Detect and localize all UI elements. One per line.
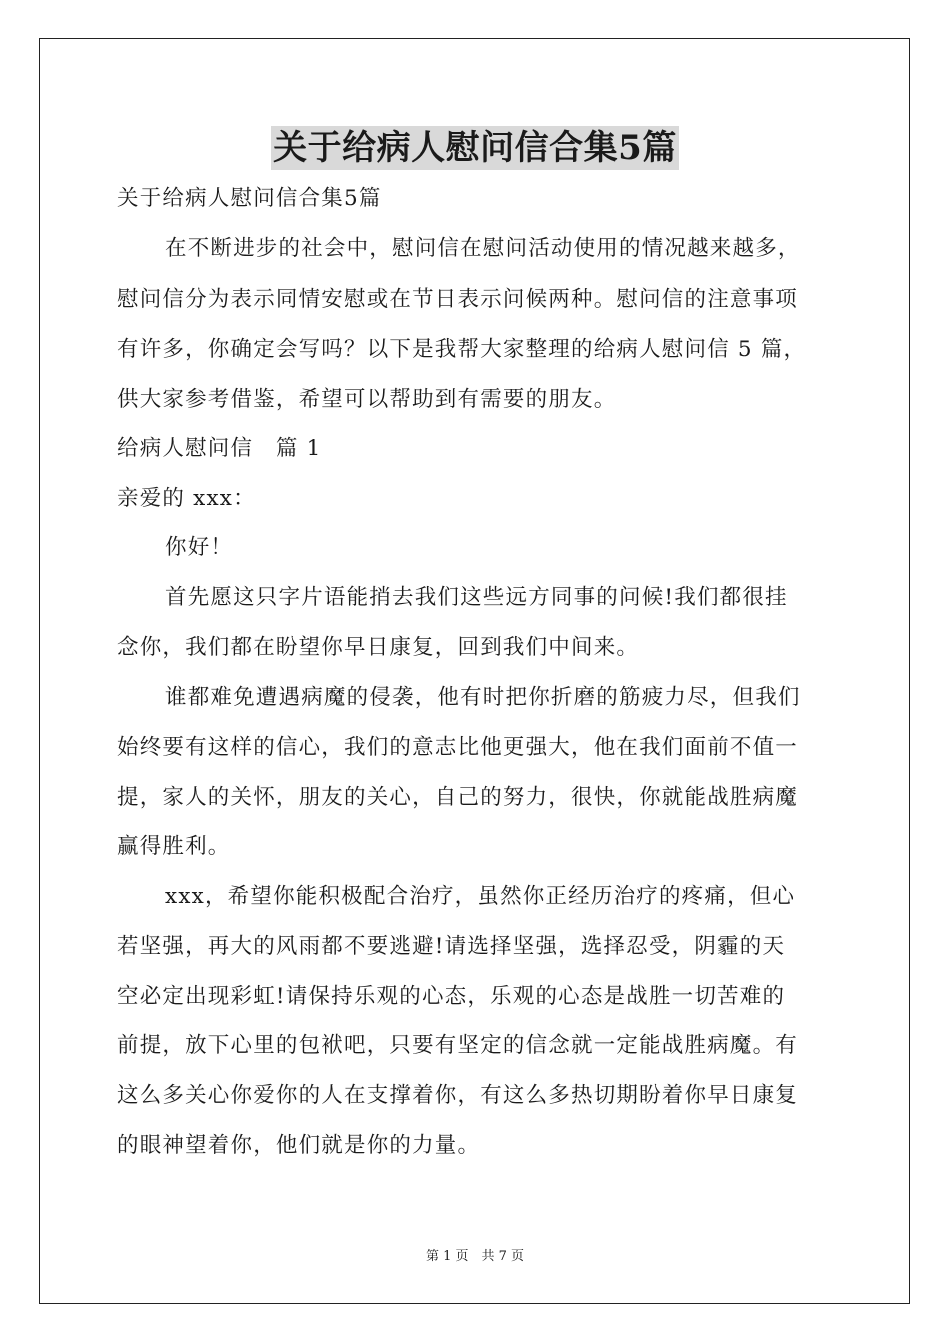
paragraph-line: xxx，希望你能积极配合治疗，虽然你正经历治疗的疼痛，但心 [165,884,796,909]
paragraph-line: 赢得胜利。 [117,834,231,859]
paragraph-line: 提，家人的关怀，朋友的关心，自己的努力，很快，你就能战胜病魔 [117,785,799,810]
intro-line: 慰问信分为表示同情安慰或在节日表示问候两种。慰问信的注意事项 [117,287,799,312]
subtitle: 关于给病人慰问信合集5篇 [117,186,382,211]
paragraph-line: 始终要有这样的信心，我们的意志比他更强大，他在我们面前不值一 [117,735,799,760]
paragraph-line: 念你，我们都在盼望你早日康复，回到我们中间来。 [117,635,640,660]
salutation: 亲爱的 xxx： [117,486,256,511]
intro-line: 在不断进步的社会中，慰问信在慰问活动使用的情况越来越多， [165,236,801,261]
paragraph-line: 谁都难免遭遇病魔的侵袭，他有时把你折磨的筋疲力尽，但我们 [165,685,801,710]
greeting: 你好！ [165,535,234,560]
title-wrap [0,126,950,170]
section-heading: 给病人慰问信 篇 1 [117,436,322,461]
paragraph-line: 前提，放下心里的包袱吧，只要有坚定的信念就一定能战胜病魔。有 [117,1033,799,1058]
intro-line: 供大家参考借鉴，希望可以帮助到有需要的朋友。 [117,387,617,412]
page-border [39,38,910,1304]
paragraph-line: 这么多关心你爱你的人在支撑着你，有这么多热切期盼着你早日康复 [117,1083,799,1108]
document-title: 关于给病人慰问信合集5篇 [273,128,677,168]
paragraph-line: 首先愿这只字片语能捎去我们这些远方同事的问候!我们都很挂 [165,585,788,610]
paragraph-line: 的眼神望着你，他们就是你的力量。 [117,1133,481,1158]
paragraph-line: 若坚强，再大的风雨都不要逃避!请选择坚强，选择忍受，阴霾的天 [117,934,786,959]
intro-line: 有许多，你确定会写吗？以下是我帮大家整理的给病人慰问信 5 篇， [117,337,807,362]
page-footer: 第 1 页 共 7 页 [425,1249,525,1264]
paragraph-line: 空必定出现彩虹!请保持乐观的心态，乐观的心态是战胜一切苦难的 [117,984,786,1009]
